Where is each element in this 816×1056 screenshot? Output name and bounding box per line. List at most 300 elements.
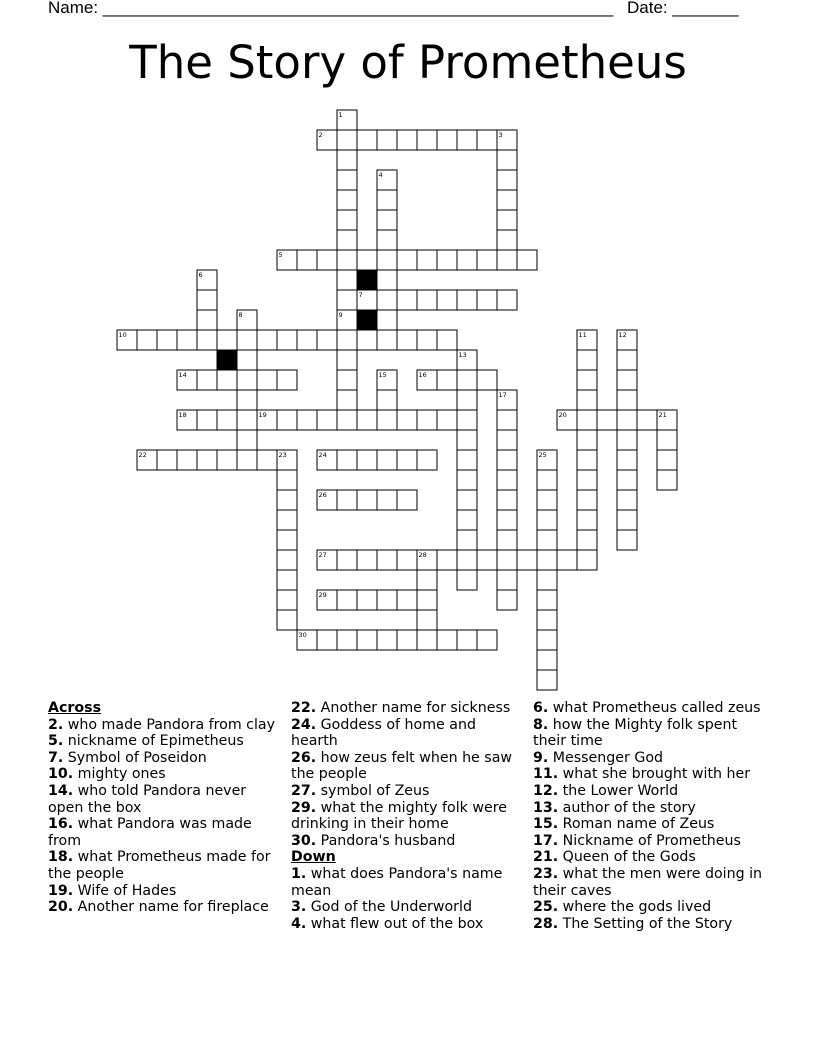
grid-cell[interactable] (377, 270, 397, 290)
grid-cell[interactable] (417, 630, 437, 650)
grid-cell[interactable] (657, 470, 677, 490)
grid-cell[interactable] (397, 550, 417, 570)
grid-cell[interactable] (337, 630, 357, 650)
grid-cell[interactable] (477, 130, 497, 150)
clue-text: what does Pandora's name mean (291, 865, 503, 899)
grid-cell[interactable] (497, 150, 517, 170)
clue-number-label: 7 (358, 291, 363, 299)
clue-text: Messenger God (548, 749, 664, 766)
grid-cell[interactable] (337, 250, 357, 270)
grid-cell[interactable] (377, 410, 397, 430)
grid-cell[interactable] (337, 230, 357, 250)
clue-text: Queen of the Gods (558, 849, 696, 866)
clue-number-label: 2 (318, 131, 323, 139)
grid-cell[interactable] (277, 490, 297, 510)
grid-cell[interactable] (417, 570, 437, 590)
black-square (357, 310, 377, 330)
clue-text: The Setting of the Story (558, 915, 733, 932)
grid-cell[interactable] (577, 450, 597, 470)
grid-cell[interactable] (617, 430, 637, 450)
grid-cell[interactable] (497, 410, 517, 430)
grid-cell[interactable] (497, 430, 517, 450)
grid-cell[interactable] (317, 250, 337, 270)
clue-text: what the mighty folk were drinking in their home (291, 799, 507, 833)
grid-cell[interactable] (457, 250, 477, 270)
grid-cell[interactable] (377, 330, 397, 350)
grid-cell[interactable] (357, 630, 377, 650)
grid-cell[interactable] (357, 490, 377, 510)
grid-cell[interactable] (417, 130, 437, 150)
grid-cell[interactable] (577, 410, 597, 430)
grid-cell[interactable] (477, 550, 497, 570)
page-title: The Story of Prometheus (129, 36, 687, 89)
grid-cell[interactable] (277, 550, 297, 570)
grid-cell[interactable] (397, 590, 417, 610)
grid-cell[interactable] (317, 410, 337, 430)
grid-cell[interactable] (377, 490, 397, 510)
clue-number: 9. (533, 749, 549, 766)
clue-item (48, 783, 284, 816)
clue-number-label: 22 (138, 451, 147, 459)
clue-number-label: 8 (238, 311, 243, 319)
clue-number: 24. (291, 716, 317, 733)
clue-item (533, 833, 773, 850)
grid-cell[interactable] (437, 330, 457, 350)
grid-cell[interactable] (337, 330, 357, 350)
grid-cell[interactable] (277, 570, 297, 590)
grid-cell[interactable] (657, 430, 677, 450)
grid-cell[interactable] (337, 150, 357, 170)
clue-number-label: 10 (118, 331, 127, 339)
grid-cell[interactable] (237, 430, 257, 450)
grid-cell[interactable] (377, 130, 397, 150)
grid-cell[interactable] (437, 370, 457, 390)
grid-cell[interactable] (577, 510, 597, 530)
grid-cell[interactable] (457, 530, 477, 550)
clue-text: what the men were doing in their caves (533, 865, 763, 899)
grid-cell[interactable] (617, 530, 637, 550)
grid-cell[interactable] (557, 550, 577, 570)
grid-cell[interactable] (497, 530, 517, 550)
grid-cell[interactable] (317, 630, 337, 650)
grid-cell[interactable] (497, 490, 517, 510)
clue-number-label: 14 (178, 371, 187, 379)
grid-cell[interactable] (397, 330, 417, 350)
clue-text: God of the Underworld (306, 899, 472, 916)
grid-cell[interactable] (497, 290, 517, 310)
grid-cell[interactable] (337, 350, 357, 370)
grid-cell[interactable] (617, 350, 637, 370)
clue-number-label: 19 (258, 411, 267, 419)
grid-cell[interactable] (277, 470, 297, 490)
grid-cell[interactable] (357, 450, 377, 470)
grid-cell[interactable] (137, 330, 157, 350)
grid-cell[interactable] (617, 470, 637, 490)
grid-cell[interactable] (197, 330, 217, 350)
clues-column-3 (533, 700, 773, 932)
clue-number: 11. (533, 766, 559, 783)
grid-cell[interactable] (337, 270, 357, 290)
clue-item (533, 800, 773, 817)
clue-text: Another name for sickness (316, 700, 511, 716)
grid-cell[interactable] (537, 510, 557, 530)
grid-cell[interactable] (397, 630, 417, 650)
grid-cell[interactable] (457, 410, 477, 430)
grid-cell[interactable] (357, 330, 377, 350)
clue-number-label: 29 (318, 591, 327, 599)
grid-cell[interactable] (457, 450, 477, 470)
grid-cell[interactable] (217, 410, 237, 430)
clue-number-label: 20 (558, 411, 567, 419)
clue-item (291, 899, 527, 916)
grid-cell[interactable] (337, 370, 357, 390)
grid-cell[interactable] (497, 550, 517, 570)
grid-cell[interactable] (337, 210, 357, 230)
clue-text: symbol of Zeus (316, 782, 430, 799)
grid-cell[interactable] (577, 390, 597, 410)
clue-item (48, 750, 284, 767)
clue-item (48, 883, 284, 900)
grid-cell[interactable] (577, 370, 597, 390)
grid-cell[interactable] (657, 450, 677, 470)
grid-cell[interactable] (537, 650, 557, 670)
grid-cell[interactable] (377, 210, 397, 230)
clue-item (533, 783, 773, 800)
grid-cell[interactable] (637, 410, 657, 430)
grid-cell[interactable] (197, 450, 217, 470)
grid-cell[interactable] (597, 410, 617, 430)
grid-cell[interactable] (437, 410, 457, 430)
grid-cell[interactable] (437, 550, 457, 570)
clue-number-label: 26 (318, 491, 327, 499)
clue-item (48, 733, 284, 750)
grid-cell[interactable] (337, 490, 357, 510)
clue-item (48, 717, 284, 734)
grid-cell[interactable] (537, 550, 557, 570)
grid-cell[interactable] (417, 610, 437, 630)
grid-cell[interactable] (477, 290, 497, 310)
grid-cell[interactable] (457, 570, 477, 590)
grid-cell[interactable] (537, 490, 557, 510)
grid-cell[interactable] (237, 410, 257, 430)
clue-number: 10. (48, 766, 74, 783)
grid-cell[interactable] (497, 230, 517, 250)
grid-cell[interactable] (477, 250, 497, 270)
across-heading: Across (48, 700, 102, 716)
grid-cell[interactable] (377, 590, 397, 610)
grid-cell[interactable] (457, 290, 477, 310)
grid-cell[interactable] (417, 450, 437, 470)
grid-cell[interactable] (457, 370, 477, 390)
down-heading: Down (291, 849, 336, 866)
grid-cell[interactable] (477, 370, 497, 390)
across-clue-list (48, 717, 284, 916)
grid-cell[interactable] (497, 470, 517, 490)
clue-item (533, 899, 773, 916)
grid-cell[interactable] (417, 590, 437, 610)
clue-number: 22. (291, 700, 317, 716)
grid-cell[interactable] (617, 370, 637, 390)
grid-cell[interactable] (497, 510, 517, 530)
grid-cell[interactable] (377, 310, 397, 330)
grid-cell[interactable] (237, 390, 257, 410)
clue-item (48, 849, 284, 882)
name-field[interactable]: Name: ______________________________________________________ (48, 0, 614, 17)
grid-cell[interactable] (577, 430, 597, 450)
clue-number-label: 9 (338, 311, 343, 319)
grid-cell[interactable] (337, 590, 357, 610)
grid-cell[interactable] (337, 130, 357, 150)
grid-cell[interactable] (317, 330, 337, 350)
grid-cell[interactable] (237, 350, 257, 370)
clue-text: what she brought with her (558, 766, 751, 783)
grid-cell[interactable] (457, 470, 477, 490)
grid-cell[interactable] (537, 630, 557, 650)
grid-cell[interactable] (177, 450, 197, 470)
grid-cell[interactable] (197, 370, 217, 390)
grid-cell[interactable] (417, 250, 437, 270)
clues-column-2 (291, 700, 527, 932)
grid-cell[interactable] (497, 250, 517, 270)
clue-number: 21. (533, 849, 559, 866)
grid-cell[interactable] (217, 330, 237, 350)
grid-cell[interactable] (157, 330, 177, 350)
clue-item (533, 816, 773, 833)
clue-number: 13. (533, 799, 559, 816)
grid-cell[interactable] (237, 370, 257, 390)
grid-cell[interactable] (397, 450, 417, 470)
grid-cell[interactable] (497, 210, 517, 230)
grid-cell[interactable] (257, 370, 277, 390)
grid-cell[interactable] (277, 370, 297, 390)
clue-number-label: 1 (338, 111, 343, 119)
grid-cell[interactable] (217, 450, 237, 470)
grid-cell[interactable] (537, 610, 557, 630)
clue-number-label: 24 (318, 451, 327, 459)
grid-cell[interactable] (357, 590, 377, 610)
clue-item (533, 849, 773, 866)
clue-number-label: 6 (198, 271, 203, 279)
clue-text: the Lower World (558, 782, 679, 799)
grid-cell[interactable] (217, 370, 237, 390)
grid-cell[interactable] (277, 330, 297, 350)
clue-number: 7. (48, 749, 64, 766)
clue-number: 26. (291, 749, 317, 766)
grid-cell[interactable] (417, 410, 437, 430)
date-field[interactable]: Date: _______ (627, 0, 739, 17)
grid-cell[interactable] (457, 430, 477, 450)
clue-number-label: 28 (418, 551, 427, 559)
grid-cell[interactable] (517, 250, 537, 270)
clue-number: 23. (533, 865, 559, 882)
grid-cell[interactable] (537, 570, 557, 590)
grid-cell[interactable] (277, 510, 297, 530)
clue-number-label: 27 (318, 551, 327, 559)
grid-cell[interactable] (517, 550, 537, 570)
clue-item (291, 783, 527, 800)
grid-cell[interactable] (377, 450, 397, 470)
clues-column-1 (48, 700, 284, 916)
clue-item (291, 800, 527, 833)
clue-number-label: 16 (418, 371, 427, 379)
grid-cell[interactable] (397, 410, 417, 430)
grid-cell[interactable] (457, 630, 477, 650)
grid-cell[interactable] (497, 590, 517, 610)
clue-text: Roman name of Zeus (558, 816, 715, 833)
grid-cell[interactable] (577, 350, 597, 370)
grid-cell[interactable] (357, 130, 377, 150)
clue-text: Another name for fireplace (73, 899, 269, 916)
grid-cell[interactable] (277, 410, 297, 430)
clue-text: what Pandora was made from (48, 816, 252, 849)
clue-item (533, 866, 773, 899)
grid-cell[interactable] (457, 130, 477, 150)
grid-cell[interactable] (617, 450, 637, 470)
grid-cell[interactable] (337, 170, 357, 190)
grid-cell[interactable] (417, 330, 437, 350)
grid-cell[interactable] (497, 570, 517, 590)
grid-cell[interactable] (297, 410, 317, 430)
clue-number: 20. (48, 899, 74, 916)
grid-cell[interactable] (377, 630, 397, 650)
grid-cell[interactable] (577, 490, 597, 510)
grid-cell[interactable] (237, 450, 257, 470)
clue-text: author of the story (558, 799, 696, 816)
clue-number: 25. (533, 899, 559, 916)
grid-cell[interactable] (457, 510, 477, 530)
clue-text: how the Mighty folk spent their time (533, 716, 738, 750)
grid-cell[interactable] (577, 470, 597, 490)
grid-cell[interactable] (457, 550, 477, 570)
clue-text: Nickname of Prometheus (558, 832, 741, 849)
grid-cell[interactable] (577, 530, 597, 550)
clue-number: 16. (48, 816, 74, 833)
grid-cell[interactable] (377, 250, 397, 270)
clue-text: who made Pandora from clay (63, 716, 276, 733)
grid-cell[interactable] (537, 670, 557, 690)
grid-cell[interactable] (297, 330, 317, 350)
clue-text: nickname of Epimetheus (63, 733, 244, 750)
grid-cell[interactable] (397, 490, 417, 510)
grid-cell[interactable] (377, 190, 397, 210)
clue-text: mighty ones (73, 766, 166, 783)
grid-cell[interactable] (377, 290, 397, 310)
grid-cell[interactable] (397, 250, 417, 270)
grid-cell[interactable] (157, 450, 177, 470)
grid-cell[interactable] (457, 490, 477, 510)
clue-item (533, 750, 773, 767)
clue-text: Pandora's husband (316, 832, 456, 849)
grid-cell[interactable] (357, 550, 377, 570)
grid-cell[interactable] (197, 310, 217, 330)
grid-cell[interactable] (417, 290, 437, 310)
grid-cell[interactable] (577, 550, 597, 570)
grid-cell[interactable] (297, 250, 317, 270)
clue-number: 1. (291, 865, 307, 882)
grid-cell[interactable] (457, 390, 477, 410)
black-square (217, 350, 237, 370)
grid-cell[interactable] (537, 470, 557, 490)
grid-cell[interactable] (357, 250, 377, 270)
clue-text: Goddess of home and hearth (291, 716, 476, 750)
clue-number-label: 15 (378, 371, 387, 379)
clue-number: 30. (291, 832, 317, 849)
clue-number-label: 13 (458, 351, 467, 359)
grid-cell[interactable] (477, 630, 497, 650)
grid-cell[interactable] (277, 590, 297, 610)
clue-number-label: 4 (378, 171, 383, 179)
clue-text: where the gods lived (558, 899, 712, 916)
grid-cell[interactable] (497, 170, 517, 190)
clue-number: 14. (48, 782, 74, 799)
grid-cell[interactable] (397, 130, 417, 150)
grid-cell[interactable] (337, 290, 357, 310)
grid-cell[interactable] (437, 250, 457, 270)
clue-item (533, 766, 773, 783)
clue-text: Wife of Hades (73, 882, 177, 899)
clue-number-label: 23 (278, 451, 287, 459)
grid-cell[interactable] (277, 610, 297, 630)
grid-cell[interactable] (617, 490, 637, 510)
clue-number-label: 3 (498, 131, 503, 139)
grid-cell[interactable] (177, 330, 197, 350)
grid-cell[interactable] (337, 550, 357, 570)
clue-item (48, 816, 284, 849)
grid-cell[interactable] (617, 390, 637, 410)
grid-cell[interactable] (537, 530, 557, 550)
clue-number-label: 17 (498, 391, 507, 399)
grid-cell[interactable] (197, 290, 217, 310)
grid-cell[interactable] (257, 330, 277, 350)
grid-cell[interactable] (337, 190, 357, 210)
grid-cell[interactable] (617, 510, 637, 530)
clue-number: 2. (48, 716, 64, 733)
clue-item (291, 866, 527, 899)
grid-cell[interactable] (197, 410, 217, 430)
grid-cell[interactable] (537, 590, 557, 610)
grid-cell[interactable] (437, 630, 457, 650)
black-square (357, 270, 377, 290)
clue-number: 8. (533, 716, 549, 733)
grid-cell[interactable] (337, 450, 357, 470)
grid-cell[interactable] (437, 130, 457, 150)
grid-cell[interactable] (277, 530, 297, 550)
grid-cell[interactable] (617, 410, 637, 430)
clue-text: what flew out of the box (306, 915, 484, 932)
clue-item (291, 700, 527, 717)
grid-cell[interactable] (237, 330, 257, 350)
grid-cell[interactable] (337, 410, 357, 430)
clue-item (533, 717, 773, 750)
grid-cell[interactable] (497, 450, 517, 470)
grid-cell[interactable] (337, 390, 357, 410)
clue-item (291, 833, 527, 850)
grid-cell[interactable] (377, 390, 397, 410)
grid-cell[interactable] (377, 550, 397, 570)
grid-cell[interactable] (377, 230, 397, 250)
grid-cell[interactable] (357, 410, 377, 430)
grid-cell[interactable] (257, 450, 277, 470)
grid-cell[interactable] (437, 290, 457, 310)
grid-cell[interactable] (397, 290, 417, 310)
clue-text: how zeus felt when he saw the people (291, 749, 512, 783)
clue-text: Symbol of Poseidon (63, 749, 207, 766)
clue-item (291, 717, 527, 750)
clue-number-label: 5 (278, 251, 283, 259)
clue-number: 28. (533, 915, 559, 932)
grid-cell[interactable] (497, 190, 517, 210)
clue-number-label: 25 (538, 451, 547, 459)
